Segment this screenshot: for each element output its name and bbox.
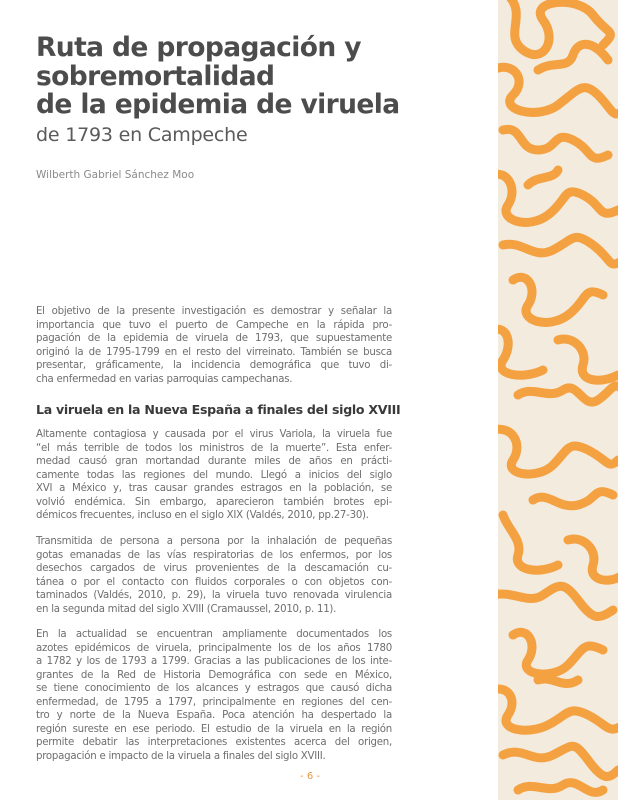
body-paragraph-2 xyxy=(36,535,392,616)
text-line: En la actualidad se encuentran ampliamente documentados los xyxy=(36,629,392,640)
text-line: “el más terrible de todos los ministros de la muerte”. Esta enfer- xyxy=(36,442,392,454)
body-paragraph-1 xyxy=(36,428,392,523)
text-line: gotas emanadas de las vías respiratorias de los enfermos, por los xyxy=(36,549,392,561)
text-line: región sureste en ese periodo. El estudio de la viruela en la región xyxy=(36,723,392,735)
section-heading: La viruela en la Nueva España a finales del siglo XVIII xyxy=(36,402,401,417)
text-line: enfermedad, de 1795 a 1797, principalmente en regiones del cen- xyxy=(36,696,392,708)
author-name: Wilberth Gabriel Sánchez Moo xyxy=(36,169,195,181)
text-line: presentar, gráficamente, la incidencia demográfica que tuvo di- xyxy=(36,360,392,371)
text-line: propagación e impacto de la viruela a finales del siglo XVIII. xyxy=(36,750,326,762)
text-line: cha enfermedad en varias parroquias campechanas. xyxy=(36,373,293,385)
text-line: a 1782 y los de 1793 a 1799. Gracias a las publicaciones de los inte- xyxy=(36,656,392,667)
article-title xyxy=(36,34,416,120)
text-line: permite debatir las interpretaciones existentes acerca del origen, xyxy=(36,737,392,748)
title-line-2: sobremortalidad xyxy=(36,60,275,92)
text-line: taminados (Valdés, 2010, p. 29), la viruela tuvo renovada virulencia xyxy=(36,590,392,601)
text-line: desechos cargados de virus provenientes de la descamación cu- xyxy=(36,563,392,574)
intro-paragraph xyxy=(36,305,392,386)
text-line: démicos frecuentes, incluso en el siglo XIX (Valdés, 2010, pp.27-30). xyxy=(36,510,369,521)
text-line: tro y norte de la Nueva España. Poca atención ha despertado la xyxy=(36,710,392,721)
text-line: se tiene conocimiento de los alcances y estragos que causó dicha xyxy=(36,683,392,694)
text-line: camente todas las regiones del mundo. Llegó a inicios del siglo xyxy=(36,469,392,481)
title-line-1: Ruta de propagación y xyxy=(36,32,361,63)
text-line: importancia que tuvo el puerto de Campeche en la rápida pro- xyxy=(36,319,392,331)
text-line: grantes de la Red de Historia Demográfica con sede en México, xyxy=(36,669,392,681)
text-line: XVI a México y, tras causar grandes estragos en la población, se xyxy=(36,483,392,494)
text-line: en la segunda mitad del siglo XVIII (Cramaussel, 2010, p. 11). xyxy=(36,603,337,615)
text-line: El objetivo de la presente investigación es demostrar y señalar la xyxy=(36,306,392,317)
text-line: tánea o por el contacto con fluidos corporales o con objetos con- xyxy=(36,576,392,588)
body-paragraph-3 xyxy=(36,628,392,763)
text-line: Altamente contagiosa y causada por el virus Variola, la viruela fue xyxy=(36,429,392,440)
title-line-3: de la epidemia de viruela xyxy=(36,89,400,120)
article-subtitle: de 1793 en Campeche xyxy=(36,124,248,146)
text-line: azotes epidémicos de viruela, principalmente los de los años 1780 xyxy=(36,642,392,654)
page-number: - 6 - xyxy=(300,771,320,782)
text-line: medad causó gran mortandad durante miles de años en prácti- xyxy=(36,456,392,467)
text-line: originó la de 1795-1799 en el resto del virreinato. También se busca xyxy=(36,346,392,358)
text-line: Transmitida de persona a persona por la inhalación de pequeñas xyxy=(36,536,392,547)
text-line: pagación de la epidemia de viruela de 1793, que supuestamente xyxy=(36,333,392,344)
text-line: volvió endémica. Sin embargo, aparecieron también brotes epi- xyxy=(36,496,392,508)
decorative-maze-pattern xyxy=(498,0,618,800)
